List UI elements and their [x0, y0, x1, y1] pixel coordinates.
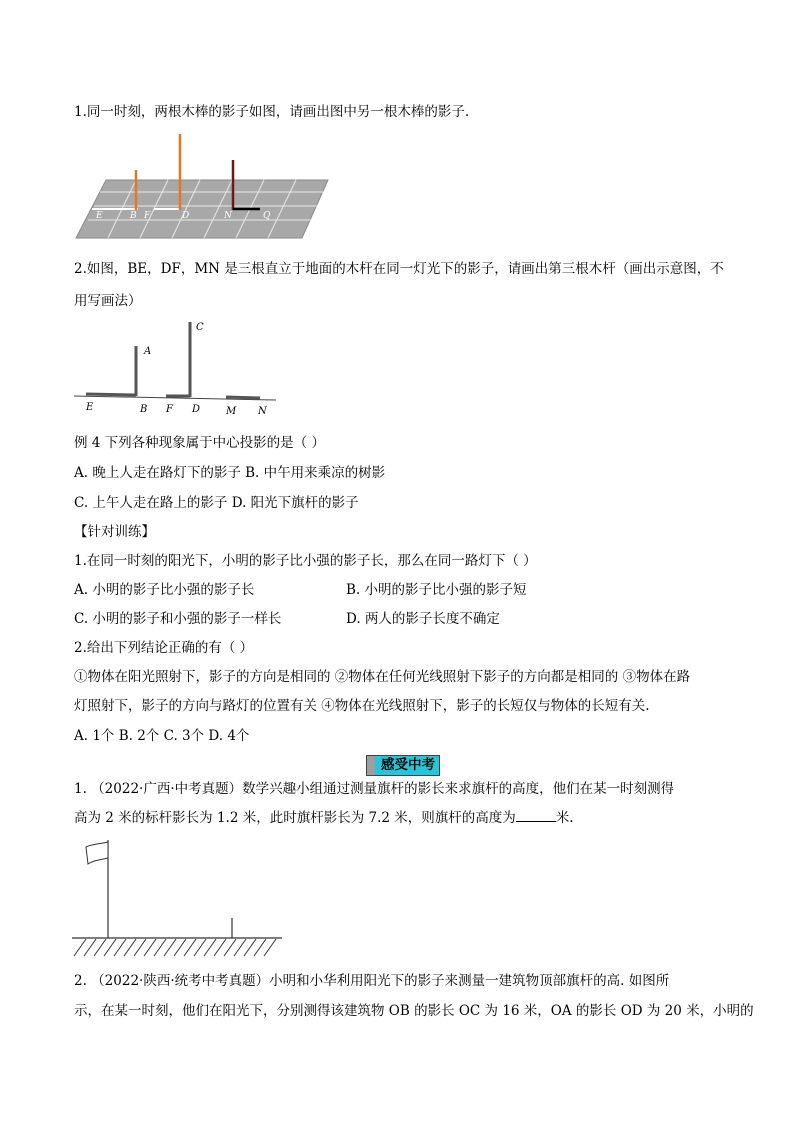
training-q1-option-d: D. 两人的影子长度不确定 — [346, 611, 500, 627]
label-a: A — [144, 346, 152, 357]
section-title: 感受中考 — [381, 757, 435, 773]
label-f: F — [166, 404, 173, 415]
training-q2-stem: 2.给出下列结论正确的有（ ） — [74, 640, 254, 656]
exam1-line1: 1. （2022·广西·中考真题）数学兴趣小组通过测量旗杆的影长来求旗杆的高度，他们在某一时刻测得 — [74, 781, 675, 797]
label-d: D — [182, 211, 190, 221]
label-f: F — [144, 211, 151, 221]
figure-lamp-shadows — [70, 318, 280, 420]
section-header — [366, 755, 440, 776]
label-b: B — [130, 211, 137, 221]
example4-stem: 例 4 下列各种现象属于中心投影的是（ ） — [74, 435, 325, 451]
training-q2-line2: 灯照射下，影子的方向与路灯的位置有关 ④物体在光线照射下，影子的长短仅与物体的长短有关. — [74, 698, 650, 714]
label-e: E — [86, 402, 94, 413]
example4-options-ab: A. 晚上人走在路灯下的影子 B. 中午用来乘凉的树影 — [74, 465, 386, 481]
training-q1-option-a: A. 小明的影子比小强的影子长 — [74, 582, 255, 598]
training-q1-option-b: B. 小明的影子比小强的影子短 — [346, 582, 527, 598]
q1-practice-text: 1.同一时刻，两根木棒的影子如图，请画出图中另一根木棒的影子. — [74, 104, 470, 120]
training-heading: 【针对训练】 — [74, 524, 155, 540]
q2-practice-line1: 2.如图，BE，DF，MN 是三根直立于地面的木杆在同一灯光下的影子，请画出第三根木杆（画出示意图，不 — [74, 261, 724, 277]
example4-options-cd: C. 上午人走在路上的影子 D. 阳光下旗杆的影子 — [74, 495, 359, 511]
exam2-line1: 2. （2022·陕西·统考中考真题）小明和小华利用阳光下的影子来测量一建筑物顶部旗杆的高. 如图所 — [74, 973, 670, 989]
figure-stick-shadows — [70, 130, 330, 242]
label-e: E — [96, 211, 103, 221]
answer-blank — [516, 807, 556, 822]
label-q: Q — [263, 211, 271, 221]
figure-flagpole — [70, 836, 285, 958]
q2-practice-line2: 用写画法） — [74, 293, 142, 309]
exam1-line2-unit: 米. — [555, 810, 574, 826]
training-q2-options: A. 1个 B. 2个 C. 3个 D. 4个 — [74, 728, 250, 744]
label-n: N — [258, 406, 267, 417]
label-c: C — [196, 322, 204, 333]
exam1-line2-text: 高为 2 米的标杆影长为 1.2 米，此时旗杆影长为 7.2 米，则旗杆的高度为 — [74, 810, 516, 826]
label-n: N — [224, 211, 232, 221]
training-q1-option-c: C. 小明的影子和小强的影子一样长 — [74, 611, 282, 627]
label-m: M — [226, 406, 237, 417]
training-q2-line1: ①物体在阳光照射下，影子的方向是相同的 ②物体在任何光线照射下影子的方向都是相同的 ③物体在路 — [74, 669, 691, 685]
exam2-line2: 示，在某一时刻，他们在阳光下，分别测得该建筑物 OB 的影长 OC 为 16 米，OA 的影长 OD 为 20 米，小明的 — [74, 1003, 754, 1019]
label-b: B — [140, 404, 148, 415]
exam1-line2 — [74, 807, 574, 828]
label-d: D — [192, 404, 201, 415]
training-q1-stem: 1.在同一时刻的阳光下，小明的影子比小强的影子长，那么在同一路灯下（ ） — [74, 553, 537, 569]
